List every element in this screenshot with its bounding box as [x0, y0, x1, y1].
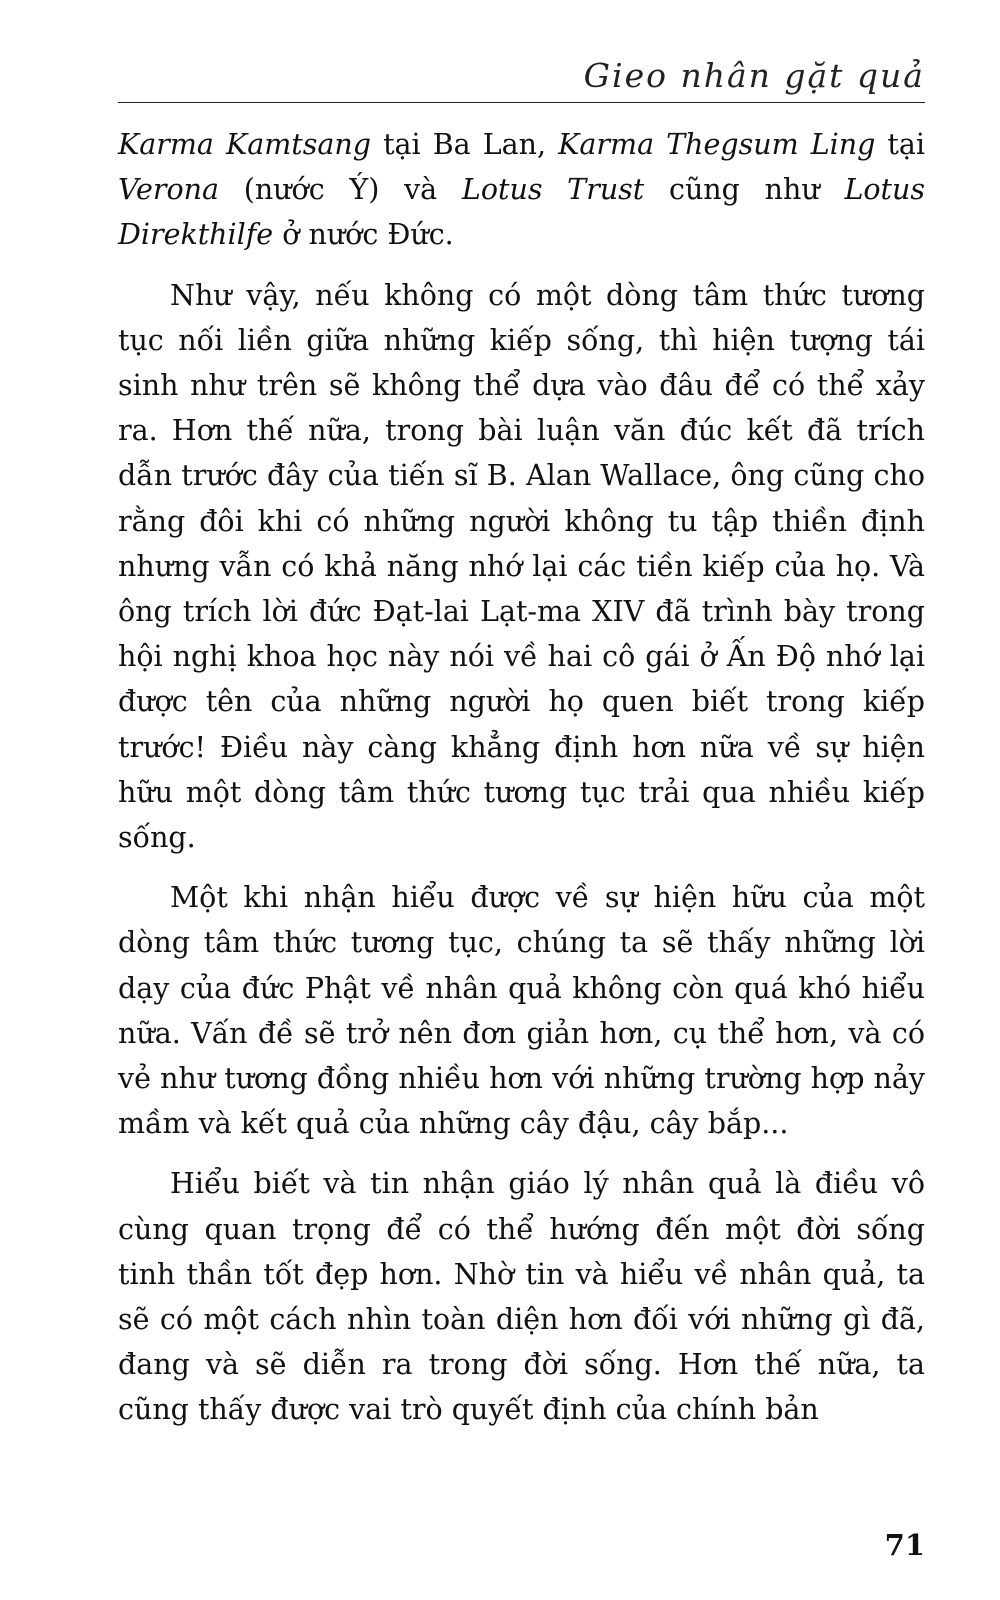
- paragraph-3: Một khi nhận hiểu được về sự hiện hữu của một dòng tâm thức tương tục, chúng ta sẽ thấy những lời dạy của đức Phật về nhân quả không còn quá khó hiểu nữa. Vấn đề sẽ trở nên đơn giản hơn, cụ thể hơn, và có vẻ như tương đồng nhiều hơn với những trường hợp nảy mầm và kết quả của những cây đậu, cây bắp...: [118, 881, 925, 1141]
- org-name: Lotus Trust: [461, 173, 645, 207]
- place-name: Verona: [118, 173, 219, 207]
- running-title: Gieo nhân gặt quả: [583, 56, 925, 95]
- paragraph-1: Karma Kamtsang tại Ba Lan, Karma Thegsum Ling tại Verona (nước Ý) và Lotus Trust cũng như Lotus Direkthilfe ở nước Đức.: [118, 128, 925, 252]
- org-name: Karma Kamtsang: [118, 128, 371, 161]
- org-name: Lotus Direkthilfe: [118, 173, 925, 252]
- page-body: [118, 122, 925, 1448]
- page-number: 71: [884, 1528, 925, 1562]
- org-name: Karma Thegsum Ling: [558, 128, 876, 161]
- paragraph-2: Như vậy, nếu không có một dòng tâm thức tương tục nối liền giữa những kiếp sống, thì hiện tượng tái sinh như trên sẽ không thể dựa vào đâu để có thể xảy ra. Hơn thế nữa, trong bài luận văn đúc kết đã trích dẫn trước đây của tiến sĩ B. Alan Wallace, ông cũng cho rằng đôi khi có những người không tu tập thiền định nhưng vẫn có khả năng nhớ lại các tiền kiếp của họ. Và ông trích lời đức Đạt-lai Lạt-ma XIV đã trình bày trong hội nghị khoa học này nói về hai cô gái ở Ấn Độ nhớ lại được tên của những người họ quen biết trong kiếp trước! Điều này càng khẳng định hơn nữa về sự hiện hữu một dòng tâm thức tương tục trải qua nhiều kiếp sống.: [118, 278, 925, 855]
- paragraph-4: Hiểu biết và tin nhận giáo lý nhân quả là điều vô cùng quan trọng để có thể hướng đến một đời sống tinh thần tốt đẹp hơn. Nhờ tin và hiểu về nhân quả, ta sẽ có một cách nhìn toàn diện hơn đối với những gì đã, đang và sẽ diễn ra trong đời sống. Hơn thế nữa, ta cũng thấy được vai trò quyết định của chính bản: [118, 1167, 925, 1427]
- running-header: [118, 50, 925, 103]
